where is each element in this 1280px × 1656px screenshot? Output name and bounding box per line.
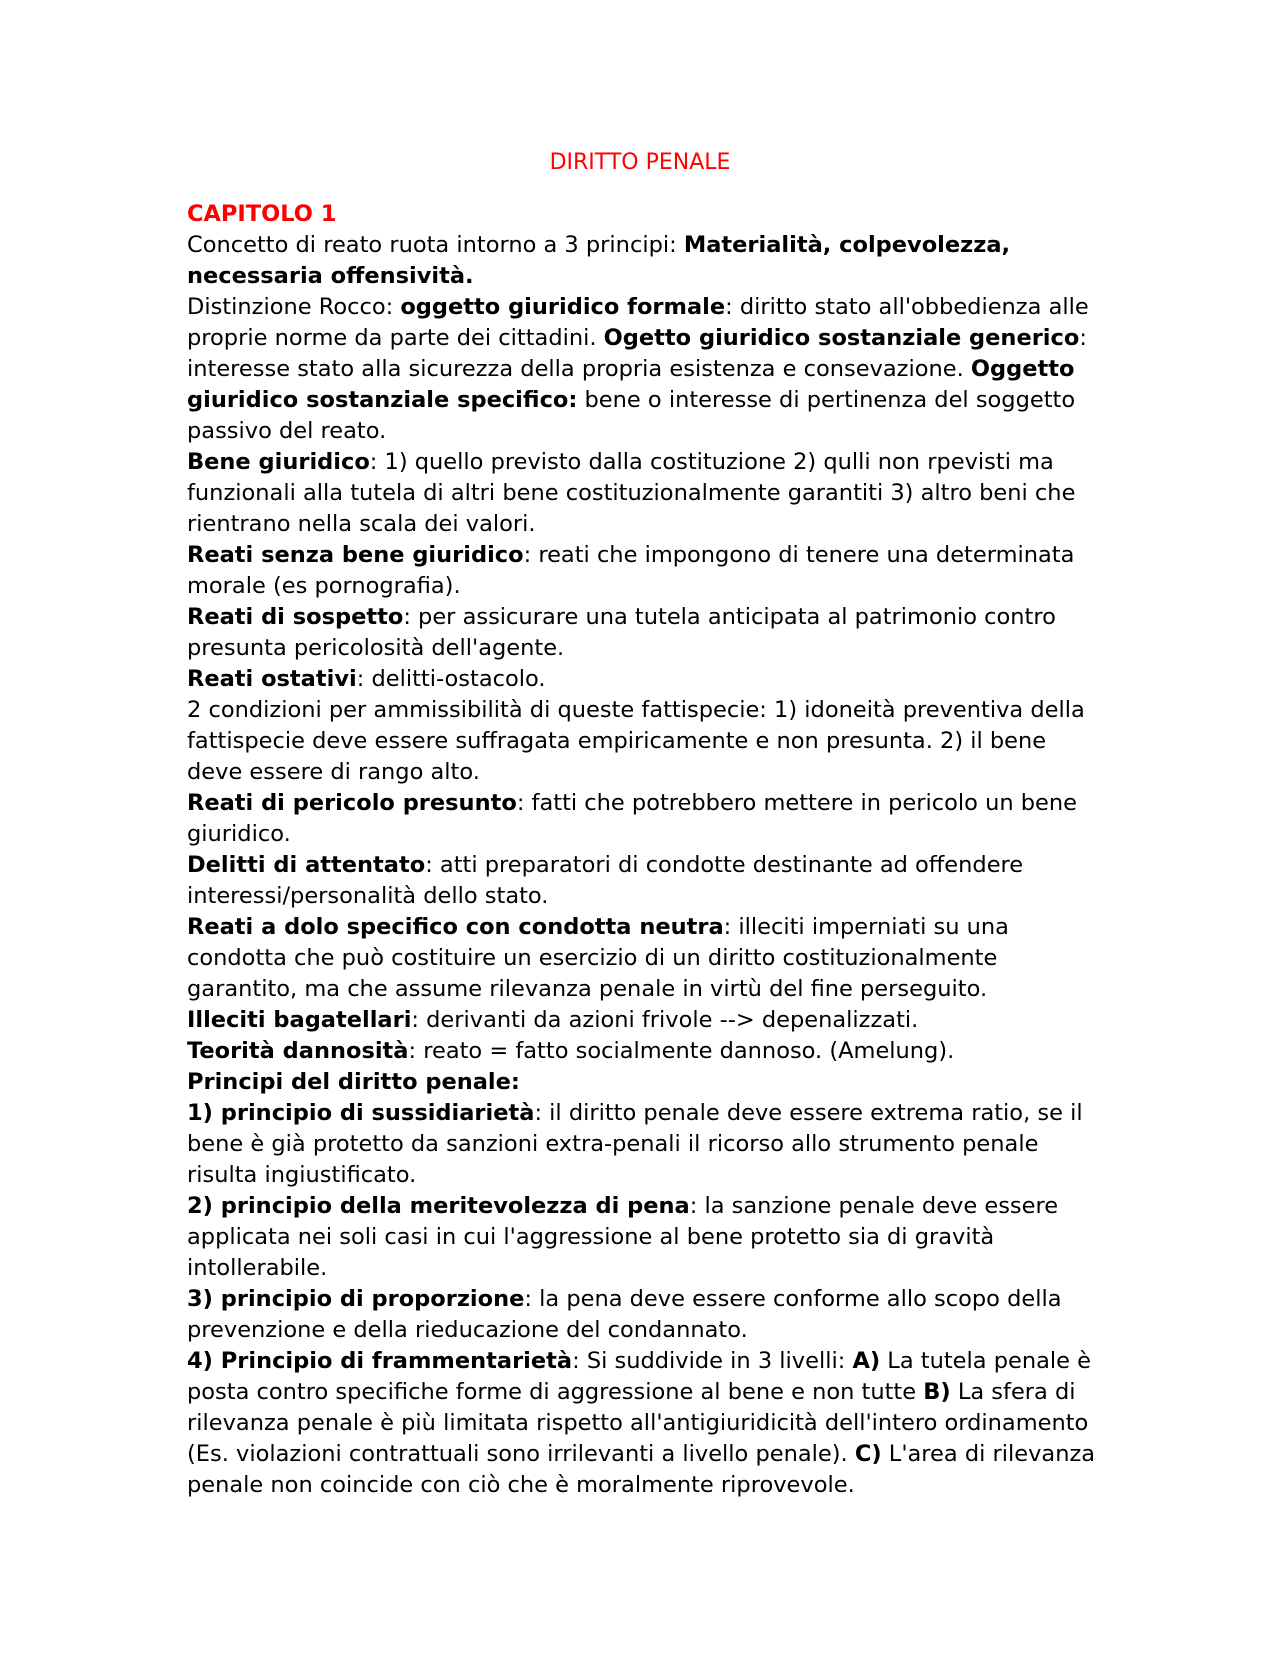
bold-term: C)	[854, 1441, 882, 1467]
bold-term: Bene giuridico	[187, 449, 370, 475]
text-run: : la pena deve essere conforme allo scopo della prevenzione e della rieducazione del condannato.	[187, 1286, 1062, 1343]
bold-term: Principi del diritto penale:	[187, 1069, 520, 1095]
bold-term: Materialità, colpevolezza, necessaria offensività.	[187, 232, 1011, 289]
bold-term: Reati di pericolo presunto	[187, 790, 517, 816]
bold-term: Reati di sospetto	[187, 604, 404, 630]
document-body	[187, 199, 1107, 1501]
text-run: : illeciti imperniati su una condotta che può costituire un esercizio di un diritto costituzionalmente garantito, ma che assume rilevanza penale in virtù del fine perseguito.	[187, 914, 1009, 1002]
text-run: 2 condizioni per ammissibilità di queste fattispecie: 1) idoneità preventiva della fattispecie deve essere suffragata empiricamente e non presunta. 2) il bene deve essere di rango alto.	[187, 697, 1085, 785]
bold-term: Delitti di attentato	[187, 852, 426, 878]
bold-term: B)	[923, 1379, 951, 1405]
bold-term: 1) principio di sussidiarietà	[187, 1100, 535, 1126]
paragraph	[187, 1191, 1107, 1284]
bold-term: oggetto giuridico formale	[400, 294, 726, 320]
bold-term: 2) principio della meritevolezza di pena	[187, 1193, 690, 1219]
text-run: La tutela penale è posta contro specifiche forme di aggressione al bene e non tutte	[187, 1348, 1091, 1405]
bold-term: Teorità dannosità	[187, 1038, 409, 1064]
text-run: : diritto stato all'obbedienza alle proprie norme da parte dei cittadini.	[187, 294, 1089, 351]
text-run: L'area di rilevanza penale non coincide con ciò che è moralmente riprovevole.	[187, 1441, 1096, 1498]
bold-term: Oggetto giuridico sostanziale specifico:	[187, 356, 1075, 413]
bold-term: 3) principio di proporzione	[187, 1286, 525, 1312]
bold-term: Reati ostativi	[187, 666, 357, 692]
text-run: La sfera di rilevanza penale è più limitata rispetto all'antigiuridicità dell'intero ordinamento (Es. violazioni contrattuali sono irrilevanti a livello penale).	[187, 1379, 1089, 1467]
paragraph	[187, 1067, 1107, 1098]
bold-term: A)	[852, 1348, 881, 1374]
text-run: bene o interesse di pertinenza del soggetto passivo del reato.	[187, 387, 1076, 444]
bold-term: Reati a dolo specifico con condotta neutra	[187, 914, 724, 940]
paragraph	[187, 788, 1107, 850]
paragraph	[187, 695, 1107, 788]
paragraph-list	[187, 230, 1107, 1501]
paragraph	[187, 1098, 1107, 1191]
paragraph	[187, 230, 1107, 292]
document-title: DIRITTO PENALE	[549, 150, 731, 175]
text-run: : fatti che potrebbero mettere in pericolo un bene giuridico.	[187, 790, 1077, 847]
text-run: : il diritto penale deve essere extrema ratio, se il bene è già protetto da sanzioni extra-penali il ricorso allo strumento penale risulta ingiustificato.	[187, 1100, 1083, 1188]
paragraph	[187, 664, 1107, 695]
chapter-heading: CAPITOLO 1	[187, 201, 337, 227]
text-run: Concetto di reato ruota intorno a 3 principi:	[187, 232, 684, 258]
paragraph	[187, 1284, 1107, 1346]
bold-term: Illeciti bagatellari	[187, 1007, 412, 1033]
bold-term: Ogetto giuridico sostanziale generico	[603, 325, 1080, 351]
paragraph	[187, 850, 1107, 912]
bold-term: Reati senza bene giuridico	[187, 542, 524, 568]
paragraph	[187, 1005, 1107, 1036]
text-run: : delitti-ostacolo.	[356, 666, 546, 692]
paragraph	[187, 540, 1107, 602]
text-run: : Si suddivide in 3 livelli:	[572, 1348, 853, 1374]
paragraph	[187, 912, 1107, 1005]
text-run: : per assicurare una tutela anticipata al patrimonio contro presunta pericolosità dell'agente.	[187, 604, 1056, 661]
text-run: : atti preparatori di condotte destinante ad offendere interessi/personalità dello stato.	[187, 852, 1024, 909]
text-run: : 1) quello previsto dalla costituzione 2) qulli non rpevisti ma funzionali alla tutela di altri bene costituzionalmente garantiti 3) altro beni che rientrano nella scala dei valori.	[187, 449, 1076, 537]
text-run: : interesse stato alla sicurezza della propria esistenza e consevazione.	[187, 325, 1087, 382]
paragraph	[187, 447, 1107, 540]
text-run: : la sanzione penale deve essere applicata nei soli casi in cui l'aggressione al bene protetto sia di gravità intollerabile.	[187, 1193, 1059, 1281]
bold-term: 4) Principio di frammentarietà	[187, 1348, 573, 1374]
paragraph	[187, 602, 1107, 664]
text-run: : reati che impongono di tenere una determinata morale (es pornografia).	[187, 542, 1075, 599]
paragraph	[187, 1346, 1107, 1501]
paragraph	[187, 1036, 1107, 1067]
text-run: : reato = fatto socialmente dannoso. (Amelung).	[408, 1038, 955, 1064]
text-run: : derivanti da azioni frivole --> depenalizzati.	[411, 1007, 919, 1033]
text-run: Distinzione Rocco:	[187, 294, 401, 320]
paragraph	[187, 292, 1107, 447]
